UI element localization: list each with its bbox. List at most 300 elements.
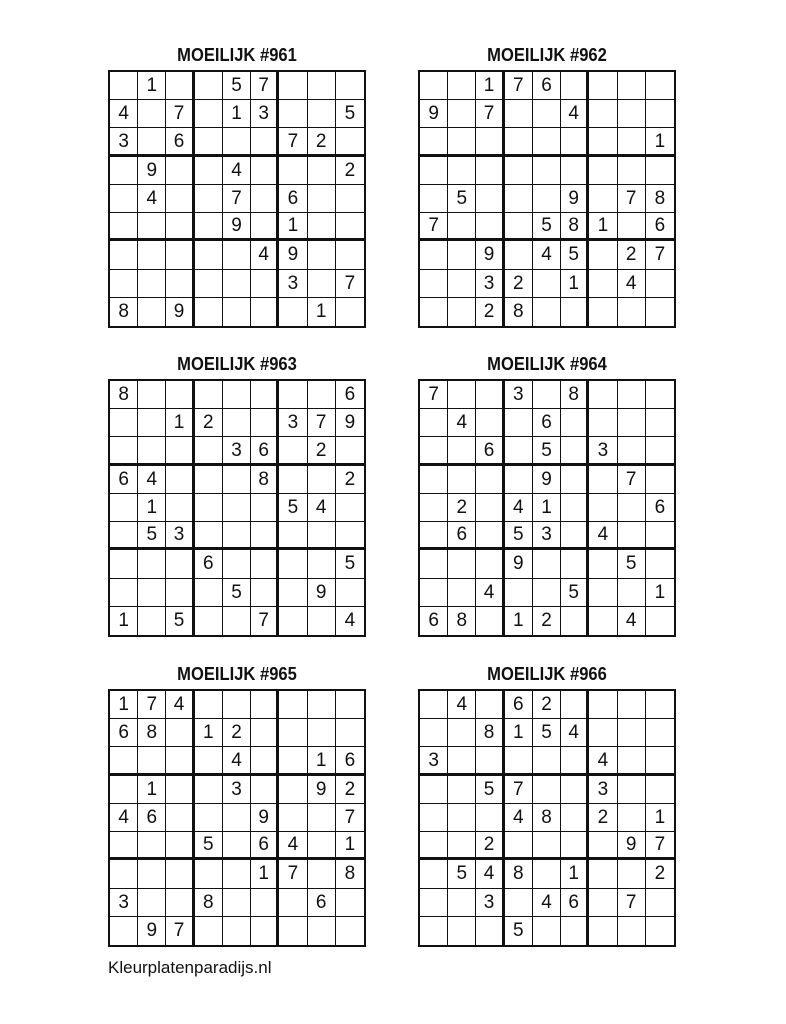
sudoku-cell: 3 (223, 776, 251, 804)
sudoku-cell (420, 550, 448, 578)
sudoku-cell: 7 (505, 776, 533, 804)
sudoku-cell (223, 550, 251, 578)
sudoku-cell: 3 (279, 409, 307, 437)
sudoku-cell (166, 719, 194, 747)
sudoku-cell (308, 100, 336, 128)
sudoku-cell (110, 550, 138, 578)
sudoku-cell (561, 437, 589, 465)
puzzle-title: MOEILIJK #962 (487, 45, 607, 65)
sudoku-cell (308, 860, 336, 888)
sudoku-cell: 6 (166, 128, 194, 156)
sudoku-cell: 1 (195, 719, 223, 747)
sudoku-cell (448, 719, 476, 747)
sudoku-cell (138, 832, 166, 860)
sudoku-cell (279, 381, 307, 409)
sudoku-cell: 9 (223, 213, 251, 241)
sudoku-cell (251, 776, 279, 804)
sudoku-cell (476, 185, 504, 213)
sudoku-cell (251, 691, 279, 719)
sudoku-cell (420, 691, 448, 719)
sudoku-cell (618, 776, 646, 804)
sudoku-cell: 6 (336, 747, 364, 775)
sudoku-cell: 9 (166, 298, 194, 326)
sudoku-cell: 5 (448, 860, 476, 888)
sudoku-cell (589, 72, 617, 100)
sudoku-cell: 2 (476, 832, 504, 860)
sudoku-cell: 1 (308, 747, 336, 775)
sudoku-cell: 4 (618, 270, 646, 298)
sudoku-cell (195, 607, 223, 635)
sudoku-cell (618, 917, 646, 945)
sudoku-cell: 7 (420, 381, 448, 409)
sudoku-cell (505, 213, 533, 241)
sudoku-cell (561, 804, 589, 832)
sudoku-cell (195, 213, 223, 241)
sudoku-cell: 1 (476, 72, 504, 100)
sudoku-cell (561, 747, 589, 775)
sudoku-cell (561, 128, 589, 156)
sudoku-cell (646, 409, 674, 437)
sudoku-cell (618, 128, 646, 156)
sudoku-cell: 2 (308, 128, 336, 156)
sudoku-cell (420, 466, 448, 494)
sudoku-cell (195, 185, 223, 213)
sudoku-cell (110, 437, 138, 465)
sudoku-cell (195, 747, 223, 775)
sudoku-cell: 9 (618, 832, 646, 860)
sudoku-cell (589, 270, 617, 298)
sudoku-cell (308, 691, 336, 719)
sudoku-cell (166, 381, 194, 409)
sudoku-cell (533, 270, 561, 298)
sudoku-cell (448, 579, 476, 607)
sudoku-cell (448, 270, 476, 298)
sudoku-cell: 8 (448, 607, 476, 635)
sudoku-cell: 8 (533, 804, 561, 832)
sudoku-cell (223, 804, 251, 832)
sudoku-cell (646, 522, 674, 550)
sudoku-cell (308, 719, 336, 747)
sudoku-cell (448, 804, 476, 832)
sudoku-cell: 9 (420, 100, 448, 128)
puzzle-title: MOEILIJK #966 (487, 664, 607, 684)
sudoku-cell: 1 (110, 607, 138, 635)
sudoku-cell: 1 (138, 494, 166, 522)
sudoku-cell (589, 241, 617, 269)
sudoku-cell (308, 466, 336, 494)
sudoku-cell (589, 466, 617, 494)
sudoku-cell (420, 157, 448, 185)
sudoku-cell (138, 128, 166, 156)
sudoku-cell: 5 (336, 100, 364, 128)
sudoku-cell (476, 747, 504, 775)
sudoku-cell (308, 241, 336, 269)
sudoku-cell: 2 (336, 776, 364, 804)
sudoku-grid (418, 689, 676, 947)
sudoku-cell (618, 522, 646, 550)
sudoku-cell: 4 (448, 409, 476, 437)
sudoku-cell (420, 437, 448, 465)
sudoku-cell: 3 (110, 128, 138, 156)
sudoku-cell (166, 579, 194, 607)
sudoku-cell: 7 (420, 213, 448, 241)
sudoku-cell (336, 579, 364, 607)
sudoku-cell (336, 241, 364, 269)
sudoku-cell (110, 494, 138, 522)
sudoku-cell: 7 (251, 607, 279, 635)
sudoku-cell (251, 522, 279, 550)
sudoku-cell (223, 381, 251, 409)
sudoku-cell (308, 607, 336, 635)
sudoku-cell: 4 (223, 747, 251, 775)
sudoku-cell: 5 (561, 241, 589, 269)
sudoku-cell (138, 607, 166, 635)
sudoku-cell (308, 381, 336, 409)
sudoku-cell (589, 832, 617, 860)
sudoku-cell (476, 691, 504, 719)
sudoku-cell (505, 832, 533, 860)
sudoku-cell (110, 270, 138, 298)
sudoku-cell: 4 (561, 719, 589, 747)
sudoku-grid (418, 379, 676, 637)
sudoku-cell (420, 270, 448, 298)
sudoku-cell (110, 579, 138, 607)
sudoku-cell: 9 (138, 917, 166, 945)
sudoku-cell: 5 (138, 522, 166, 550)
sudoku-cell (223, 494, 251, 522)
sudoku-cell (138, 860, 166, 888)
sudoku-cell (448, 917, 476, 945)
sudoku-cell (138, 241, 166, 269)
sudoku-grid (108, 379, 366, 637)
sudoku-cell (138, 381, 166, 409)
sudoku-cell (138, 213, 166, 241)
sudoku-cell (420, 409, 448, 437)
sudoku-cell (336, 917, 364, 945)
sudoku-cell (505, 747, 533, 775)
sudoku-cell: 9 (505, 550, 533, 578)
sudoku-cell (448, 128, 476, 156)
sudoku-cell: 7 (308, 409, 336, 437)
sudoku-cell (279, 747, 307, 775)
sudoku-cell: 5 (618, 550, 646, 578)
sudoku-cell: 1 (646, 579, 674, 607)
sudoku-cell (618, 381, 646, 409)
sudoku-cell (251, 298, 279, 326)
sudoku-grid (108, 689, 366, 947)
sudoku-cell (138, 270, 166, 298)
sudoku-cell: 1 (646, 804, 674, 832)
sudoku-cell (476, 917, 504, 945)
sudoku-cell: 5 (448, 185, 476, 213)
sudoku-cell: 8 (505, 860, 533, 888)
sudoku-cell: 6 (336, 381, 364, 409)
sudoku-cell: 6 (110, 466, 138, 494)
sudoku-cell: 7 (223, 185, 251, 213)
sudoku-cell (279, 579, 307, 607)
sudoku-cell (166, 466, 194, 494)
sudoku-cell (138, 437, 166, 465)
sudoku-cell (533, 860, 561, 888)
sudoku-cell (420, 860, 448, 888)
sudoku-cell: 8 (505, 298, 533, 326)
sudoku-cell: 1 (589, 213, 617, 241)
sudoku-cell (420, 579, 448, 607)
sudoku-cell (308, 917, 336, 945)
puzzle-title: MOEILIJK #961 (177, 45, 297, 65)
sudoku-cell (279, 298, 307, 326)
sudoku-cell (589, 860, 617, 888)
sudoku-cell (561, 409, 589, 437)
sudoku-cell (505, 241, 533, 269)
sudoku-cell (476, 409, 504, 437)
sudoku-cell: 8 (110, 381, 138, 409)
sudoku-cell (166, 889, 194, 917)
sudoku-cell: 4 (138, 466, 166, 494)
sudoku-cell: 2 (646, 860, 674, 888)
sudoku-cell (420, 185, 448, 213)
sudoku-cell: 8 (251, 466, 279, 494)
sudoku-cell (618, 298, 646, 326)
sudoku-cell (561, 917, 589, 945)
sudoku-cell: 1 (138, 72, 166, 100)
sudoku-cell (420, 889, 448, 917)
sudoku-cell (476, 550, 504, 578)
sudoku-cell: 6 (476, 437, 504, 465)
sudoku-cell (533, 776, 561, 804)
sudoku-cell: 7 (138, 691, 166, 719)
sudoku-cell (561, 466, 589, 494)
sudoku-cell (110, 72, 138, 100)
sudoku-cell: 2 (448, 494, 476, 522)
sudoku-cell (308, 832, 336, 860)
sudoku-cell (251, 128, 279, 156)
sudoku-cell: 5 (505, 522, 533, 550)
sudoku-cell (195, 241, 223, 269)
sudoku-cell: 4 (505, 494, 533, 522)
sudoku-cell (505, 128, 533, 156)
sudoku-cell (251, 889, 279, 917)
sudoku-cell (589, 157, 617, 185)
sudoku-cell: 5 (279, 494, 307, 522)
sudoku-cell: 4 (308, 494, 336, 522)
sudoku-cell (561, 494, 589, 522)
sudoku-cell (166, 550, 194, 578)
sudoku-cell: 2 (336, 157, 364, 185)
sudoku-cell (420, 128, 448, 156)
sudoku-cell (561, 691, 589, 719)
sudoku-cell (251, 185, 279, 213)
sudoku-cell: 4 (110, 804, 138, 832)
sudoku-cell (166, 270, 194, 298)
sudoku-cell (195, 298, 223, 326)
sudoku-cell: 1 (138, 776, 166, 804)
sudoku-cell (589, 550, 617, 578)
sudoku-cell (646, 381, 674, 409)
sudoku-cell: 7 (618, 889, 646, 917)
sudoku-cell (223, 409, 251, 437)
sudoku-cell: 6 (251, 437, 279, 465)
sudoku-cell (448, 889, 476, 917)
sudoku-cell (166, 776, 194, 804)
sudoku-cell (420, 241, 448, 269)
sudoku-cell (533, 100, 561, 128)
sudoku-cell: 3 (533, 522, 561, 550)
sudoku-cell (138, 889, 166, 917)
sudoku-cell (448, 466, 476, 494)
sudoku-cell (533, 157, 561, 185)
sudoku-cell: 2 (533, 607, 561, 635)
sudoku-cell: 7 (251, 72, 279, 100)
sudoku-cell (646, 691, 674, 719)
sudoku-cell: 4 (589, 522, 617, 550)
sudoku-cell (561, 298, 589, 326)
sudoku-cell (589, 128, 617, 156)
sudoku-cell: 9 (533, 466, 561, 494)
sudoku-cell (505, 889, 533, 917)
sudoku-cell (308, 72, 336, 100)
sudoku-cell: 8 (476, 719, 504, 747)
sudoku-cell (195, 860, 223, 888)
sudoku-cell (110, 185, 138, 213)
sudoku-cell: 1 (533, 494, 561, 522)
sudoku-cell (166, 747, 194, 775)
sudoku-cell: 6 (533, 409, 561, 437)
sudoku-cell (279, 691, 307, 719)
sudoku-cell: 6 (195, 550, 223, 578)
sudoku-cell (308, 213, 336, 241)
sudoku-cell: 8 (561, 213, 589, 241)
sudoku-cell: 3 (589, 437, 617, 465)
sudoku-cell (646, 72, 674, 100)
sudoku-cell (336, 437, 364, 465)
sudoku-cell: 2 (195, 409, 223, 437)
sudoku-cell (223, 832, 251, 860)
sudoku-cell (448, 213, 476, 241)
sudoku-cell: 1 (308, 298, 336, 326)
sudoku-cell: 5 (223, 579, 251, 607)
sudoku-cell (279, 776, 307, 804)
sudoku-cell (336, 494, 364, 522)
sudoku-cell (476, 522, 504, 550)
sudoku-cell: 1 (561, 270, 589, 298)
sudoku-cell (195, 100, 223, 128)
sudoku-cell (110, 832, 138, 860)
sudoku-cell (646, 776, 674, 804)
sudoku-cell (646, 157, 674, 185)
sudoku-cell (195, 381, 223, 409)
sudoku-cell (195, 157, 223, 185)
sudoku-cell (589, 185, 617, 213)
sudoku-cell (223, 889, 251, 917)
sudoku-cell: 6 (308, 889, 336, 917)
sudoku-cell (420, 72, 448, 100)
sudoku-cell (420, 494, 448, 522)
sudoku-cell (476, 213, 504, 241)
sudoku-cell (561, 157, 589, 185)
sudoku-cell: 5 (476, 776, 504, 804)
sudoku-cell: 4 (561, 100, 589, 128)
sudoku-cell: 2 (618, 241, 646, 269)
sudoku-cell: 1 (251, 860, 279, 888)
sudoku-cell (138, 579, 166, 607)
sudoku-cell (138, 409, 166, 437)
sudoku-grid (108, 70, 366, 328)
sudoku-cell (110, 409, 138, 437)
sudoku-cell (646, 889, 674, 917)
sudoku-cell: 1 (505, 719, 533, 747)
sudoku-cell: 5 (505, 917, 533, 945)
sudoku-cell: 5 (195, 832, 223, 860)
sudoku-cell (110, 241, 138, 269)
sudoku-cell: 5 (533, 437, 561, 465)
sudoku-cell (223, 522, 251, 550)
sudoku-cell: 4 (476, 579, 504, 607)
sudoku-cell (448, 381, 476, 409)
sudoku-cell (110, 776, 138, 804)
sudoku-cell: 3 (420, 747, 448, 775)
sudoku-cell: 8 (138, 719, 166, 747)
sudoku-cell (476, 494, 504, 522)
sudoku-cell: 2 (476, 298, 504, 326)
sudoku-cell (618, 860, 646, 888)
sudoku-cell (505, 409, 533, 437)
sudoku-cell (533, 128, 561, 156)
sudoku-cell (138, 100, 166, 128)
sudoku-cell (166, 241, 194, 269)
sudoku-cell (251, 917, 279, 945)
sudoku-cell (505, 437, 533, 465)
sudoku-cell: 8 (561, 381, 589, 409)
sudoku-cell: 7 (279, 860, 307, 888)
sudoku-cell (533, 381, 561, 409)
sudoku-cell (279, 437, 307, 465)
sudoku-cell: 9 (308, 776, 336, 804)
sudoku-cell (251, 213, 279, 241)
sudoku-cell (251, 579, 279, 607)
sudoku-cell (279, 72, 307, 100)
sudoku-cell (166, 860, 194, 888)
sudoku-cell: 7 (646, 241, 674, 269)
sudoku-cell (195, 128, 223, 156)
sudoku-cell (336, 719, 364, 747)
sudoku-cell: 6 (646, 213, 674, 241)
sudoku-cell: 7 (279, 128, 307, 156)
sudoku-cell (279, 804, 307, 832)
sudoku-cell: 1 (505, 607, 533, 635)
sudoku-cell: 3 (251, 100, 279, 128)
sudoku-cell (336, 691, 364, 719)
sudoku-cell (195, 917, 223, 945)
sudoku-cell (448, 550, 476, 578)
sudoku-cell: 6 (533, 72, 561, 100)
sudoku-cell (589, 298, 617, 326)
sudoku-cell (505, 157, 533, 185)
sudoku-cell (618, 157, 646, 185)
sudoku-cell (195, 72, 223, 100)
sudoku-cell (110, 157, 138, 185)
sudoku-cell: 1 (561, 860, 589, 888)
sudoku-cell (646, 607, 674, 635)
sudoku-cell (110, 917, 138, 945)
sudoku-cell (448, 747, 476, 775)
sudoku-cell (223, 128, 251, 156)
sudoku-cell: 6 (505, 691, 533, 719)
sudoku-cell (251, 494, 279, 522)
sudoku-cell (251, 719, 279, 747)
sudoku-cell (618, 494, 646, 522)
sudoku-cell (646, 298, 674, 326)
